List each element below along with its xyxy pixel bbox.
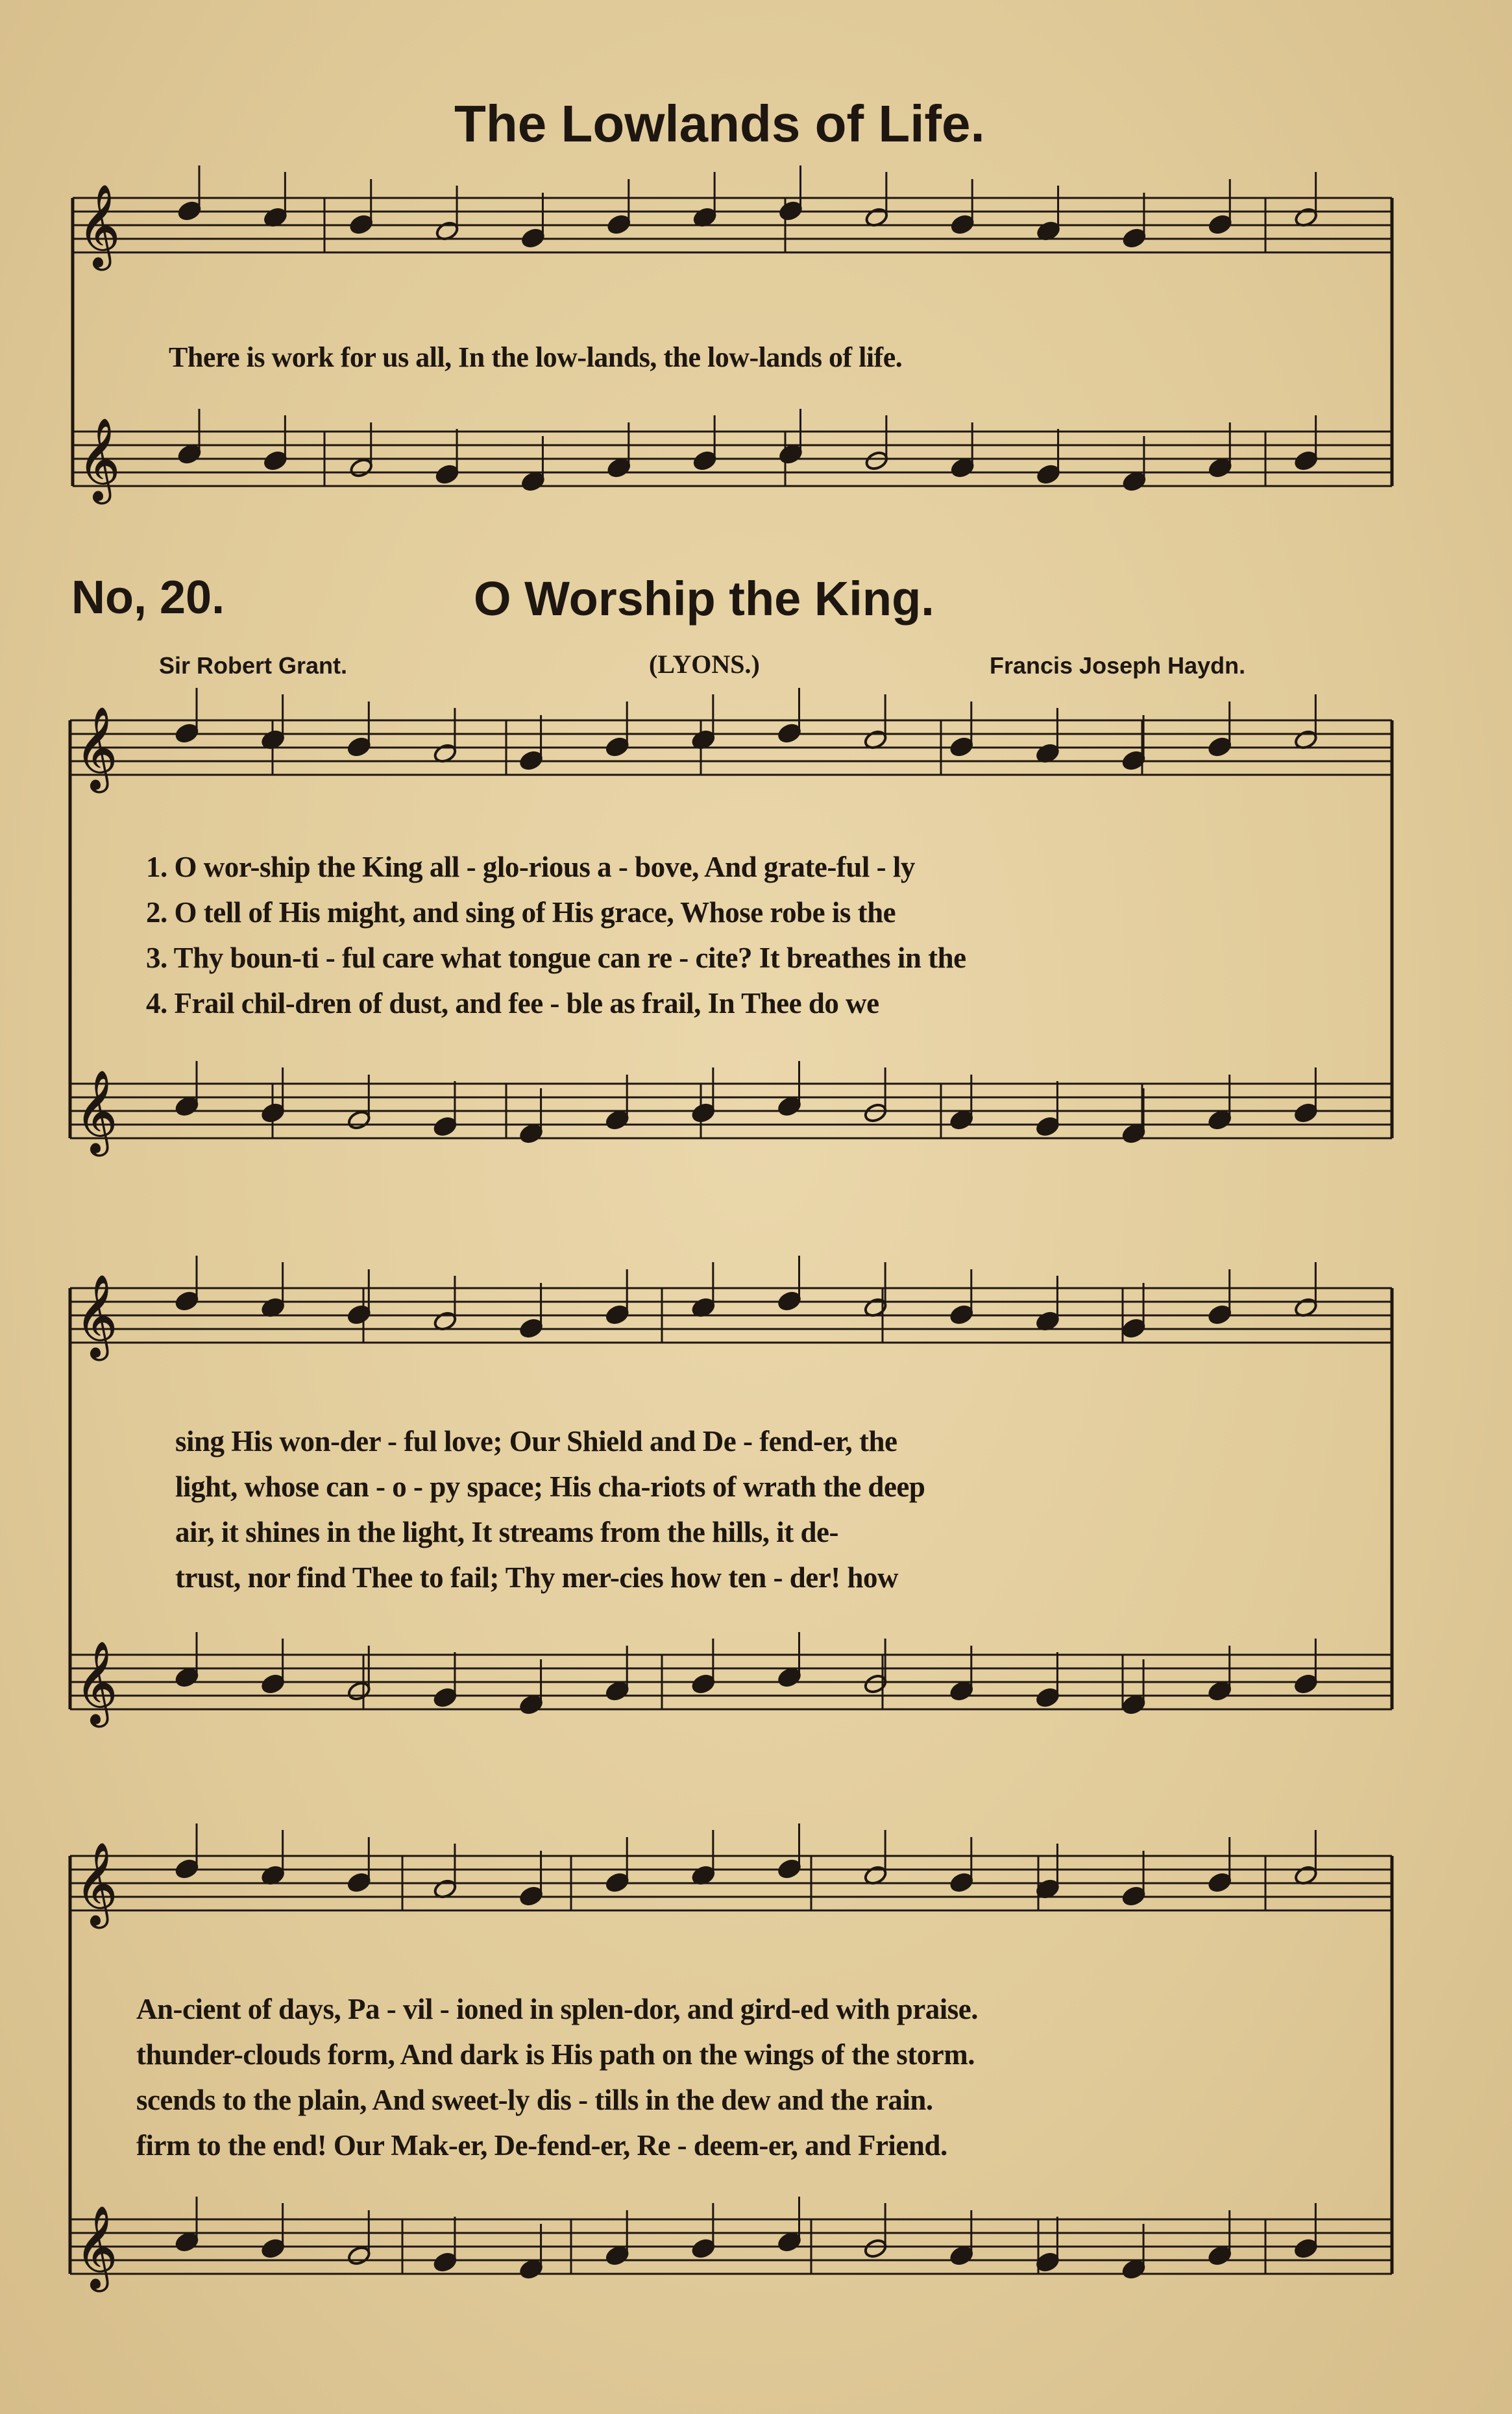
- clef-icon: 𝄞: [75, 706, 118, 789]
- lyric-line-3-verse-3: scends to the plain, And sweet-ly dis - tills in the dew and the rain.: [136, 2084, 933, 2116]
- note-head: [1035, 1116, 1060, 1137]
- note-head: [691, 2237, 716, 2259]
- note-head: [177, 443, 202, 465]
- lyric-line-2-verse-1: sing His won-der - ful love; Our Shield and De - fend-er, the: [175, 1425, 897, 1457]
- note-head: [949, 1109, 974, 1130]
- note-head: [518, 1123, 543, 1144]
- note-head: [605, 1680, 629, 1701]
- note-head: [778, 443, 803, 465]
- note-head: [175, 722, 199, 744]
- note-head: [1208, 1109, 1232, 1130]
- note-head: [949, 1871, 974, 1893]
- song-composer: Francis Joseph Haydn.: [990, 652, 1246, 679]
- song-tune: (LYONS.): [649, 650, 760, 679]
- note-head: [777, 1095, 801, 1117]
- lyric-line-3-verse-1: An-cient of days, Pa - vil - ioned in splen-dor, and gird-ed with praise.: [136, 1993, 978, 2025]
- note-head: [349, 213, 374, 235]
- note-head: [347, 1304, 371, 1325]
- note-head: [1208, 457, 1232, 478]
- note-head: [1122, 227, 1147, 249]
- lyric-line-2-verse-2: light, whose can - o - py space; His cha-riots of wrath the deep: [175, 1470, 925, 1503]
- note-head: [949, 736, 974, 757]
- song-number: No, 20.: [71, 572, 225, 624]
- clef-icon: 𝄞: [78, 417, 121, 500]
- lyric-line-2-verse-4: trust, nor find Thee to fail; Thy mer-cies how ten - der! how: [175, 1561, 899, 1594]
- note-head: [605, 1304, 629, 1325]
- note-head: [864, 450, 889, 471]
- note-head: [1208, 1871, 1232, 1893]
- clef-icon: 𝄞: [75, 1069, 118, 1152]
- note-head: [863, 1673, 888, 1694]
- note-head: [435, 463, 459, 485]
- note-head: [777, 1290, 801, 1311]
- note-head: [1208, 1304, 1232, 1325]
- note-head: [949, 1680, 974, 1701]
- note-head: [863, 1102, 888, 1123]
- prev-song-title: The Lowlands of Life.: [454, 95, 985, 152]
- note-head: [778, 200, 803, 221]
- lyric-line-3-verse-4: firm to the end! Our Mak-er, De-fend-er, Re - deem-er, and Friend.: [136, 2129, 947, 2162]
- note-head: [518, 750, 543, 771]
- note-head: [263, 450, 287, 471]
- note-head: [1121, 1317, 1146, 1339]
- lyric-line-1-verse-4: 4. Frail chil-dren of dust, and fee - ble as frail, In Thee do we: [146, 987, 879, 1019]
- note-head: [433, 1687, 457, 1708]
- prev-song-lyric: There is work for us all, In the low-lands, the low-lands of life.: [169, 341, 903, 373]
- note-head: [863, 2237, 888, 2259]
- note-head: [1121, 2258, 1146, 2280]
- note-head: [1035, 1687, 1060, 1708]
- note-head: [777, 722, 801, 744]
- note-head: [605, 2245, 629, 2266]
- note-head: [605, 736, 629, 757]
- note-head: [433, 2251, 457, 2273]
- clef-icon: 𝄞: [75, 1274, 118, 1357]
- note-head: [777, 2231, 801, 2252]
- lyric-line-2-verse-3: air, it shines in the light, It streams from the hills, it de-: [175, 1516, 838, 1548]
- note-head: [949, 2245, 974, 2266]
- clef-icon: 𝄞: [75, 2205, 118, 2288]
- note-head: [175, 2231, 199, 2252]
- lyric-line-1-verse-3: 3. Thy boun-ti - ful care what tongue can re - cite? It breathes in the: [146, 942, 966, 974]
- note-head: [605, 1871, 629, 1893]
- note-head: [950, 457, 975, 478]
- note-head: [1208, 2245, 1232, 2266]
- note-head: [949, 1304, 974, 1325]
- note-head: [518, 2258, 543, 2280]
- clef-icon: 𝄞: [75, 1640, 118, 1724]
- note-head: [777, 1666, 801, 1688]
- note-head: [349, 457, 374, 478]
- note-head: [347, 1109, 371, 1130]
- note-head: [433, 1116, 457, 1137]
- note-head: [950, 213, 975, 235]
- note-head: [175, 1666, 199, 1688]
- note-head: [177, 200, 202, 221]
- note-head: [1293, 2237, 1318, 2259]
- clef-icon: 𝄞: [78, 184, 121, 267]
- lyric-line-1-verse-2: 2. O tell of His might, and sing of His grace, Whose robe is the: [146, 896, 896, 929]
- note-head: [347, 1680, 371, 1701]
- song-author: Sir Robert Grant.: [159, 652, 348, 679]
- note-head: [1293, 1673, 1318, 1694]
- note-head: [260, 2237, 285, 2259]
- note-head: [1293, 1102, 1318, 1123]
- note-head: [347, 1871, 371, 1893]
- note-head: [518, 1694, 543, 1715]
- note-head: [691, 1102, 716, 1123]
- note-head: [520, 470, 545, 492]
- note-head: [1121, 1885, 1146, 1907]
- note-head: [1208, 1680, 1232, 1701]
- note-head: [605, 1109, 629, 1130]
- note-head: [777, 1858, 801, 1879]
- note-head: [518, 1885, 543, 1907]
- note-head: [691, 1673, 716, 1694]
- note-head: [1121, 1694, 1146, 1715]
- lyric-line-1-verse-1: 1. O wor-ship the King all - glo-rious a - bove, And grate-ful - ly: [146, 851, 915, 883]
- note-head: [1122, 470, 1147, 492]
- song-title: O Worship the King.: [474, 572, 934, 626]
- note-head: [1293, 450, 1318, 471]
- note-head: [260, 1673, 285, 1694]
- note-head: [1208, 736, 1232, 757]
- note-head: [347, 2245, 371, 2266]
- note-head: [1208, 213, 1232, 235]
- note-head: [347, 736, 371, 757]
- note-head: [175, 1290, 199, 1311]
- note-head: [260, 1102, 285, 1123]
- note-head: [692, 450, 717, 471]
- note-head: [518, 1317, 543, 1339]
- note-head: [175, 1095, 199, 1117]
- note-head: [607, 213, 631, 235]
- note-head: [1036, 463, 1060, 485]
- lyric-line-3-verse-2: thunder-clouds form, And dark is His path on the wings of the storm.: [136, 2038, 975, 2071]
- note-head: [607, 457, 631, 478]
- clef-icon: 𝄞: [75, 1842, 118, 1925]
- note-head: [520, 227, 545, 249]
- note-head: [175, 1858, 199, 1879]
